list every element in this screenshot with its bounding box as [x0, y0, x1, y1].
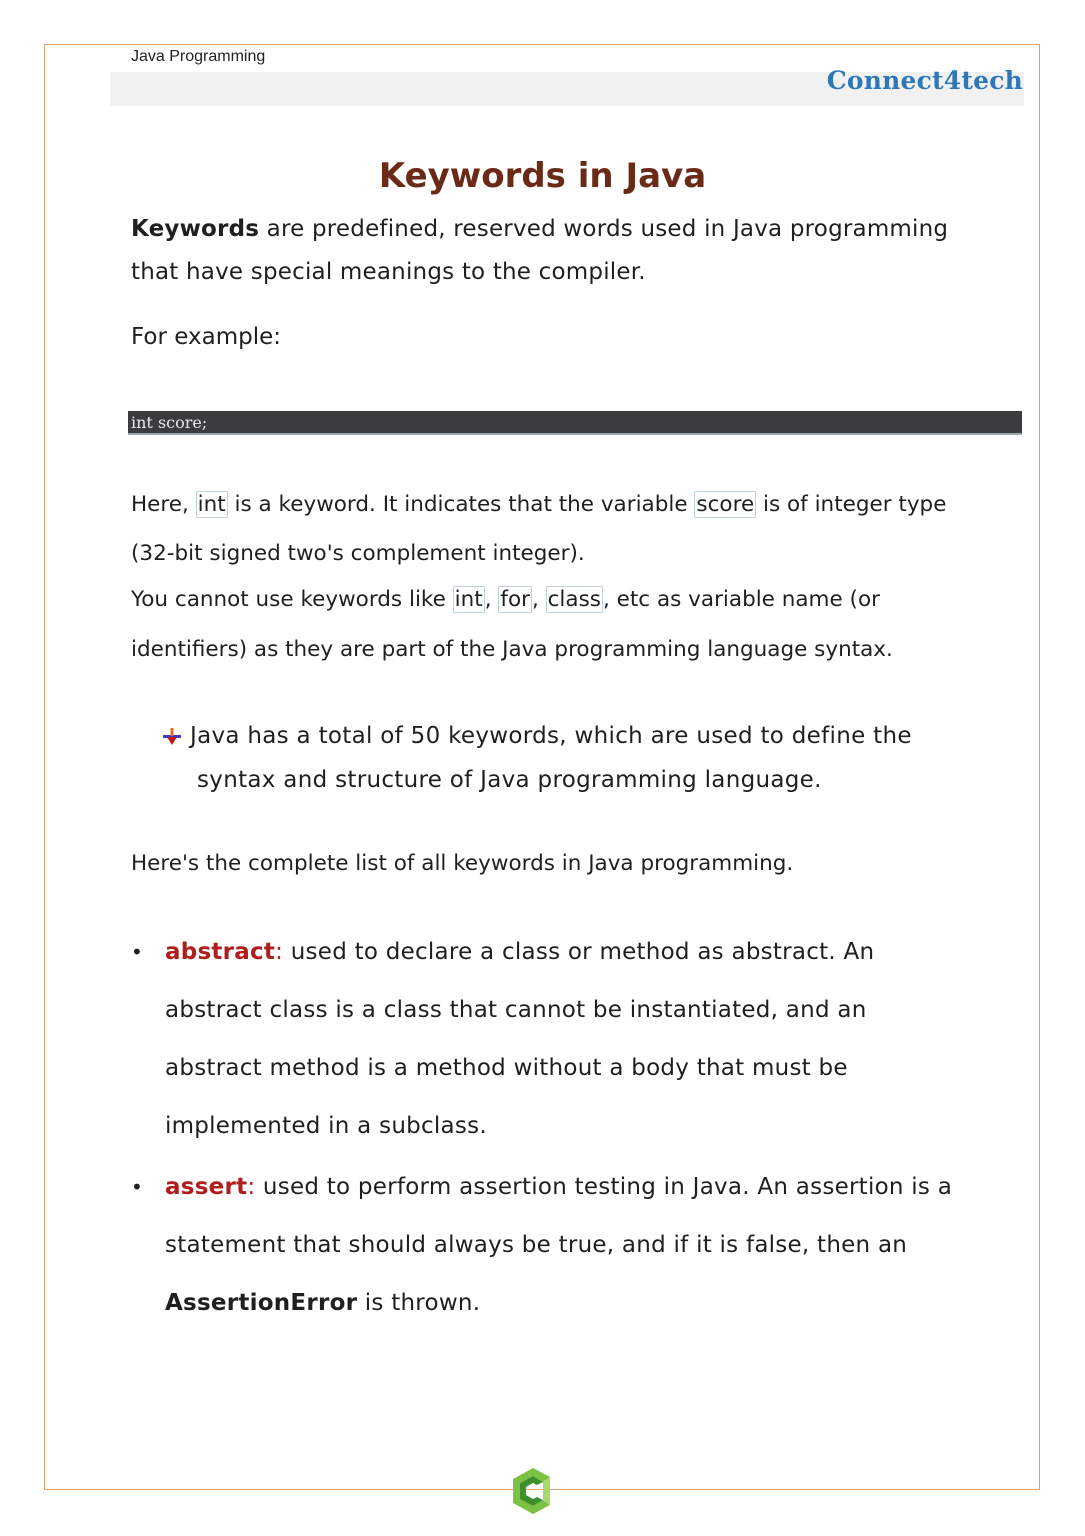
keyword-colon: : — [247, 1174, 256, 1200]
for-example-label: For example: — [131, 324, 281, 350]
explanation-text-2: is a keyword. It indicates that the variable — [227, 492, 695, 517]
keyword-count-line-1: Java has a total of 50 keywords, which are used to define the — [190, 723, 912, 749]
header-label: Java Programming — [131, 48, 266, 65]
separator-2: , — [531, 587, 546, 612]
keyword-name-assert: assert — [165, 1174, 248, 1200]
bullet-dot: • — [131, 1175, 144, 1199]
separator-1: , — [484, 587, 499, 612]
explanation-paragraph — [131, 480, 991, 578]
complete-list-intro: Here's the complete list of all keywords in Java programming. — [131, 851, 794, 876]
list-item-abstract — [131, 923, 961, 1155]
inline-keyword-int-2: int — [454, 587, 483, 612]
code-snippet: int score; — [128, 411, 1022, 435]
inline-keyword-for: for — [500, 587, 530, 612]
intro-text: are predefined, reserved words used in Java programming that have special meanings to the compiler. — [131, 216, 949, 285]
inline-keyword-score: score — [696, 492, 755, 517]
intro-bold-term: Keywords — [131, 216, 260, 242]
keyword-description-tail: is thrown. — [357, 1290, 481, 1316]
list-item-assert — [131, 1158, 961, 1332]
brand-logo-icon — [507, 1465, 559, 1517]
inline-keyword-int: int — [197, 492, 226, 517]
explanation-text-3: is of integer type (32-bit signed two's complement integer). — [131, 492, 947, 566]
keyword-name-abstract: abstract — [165, 939, 276, 965]
restriction-text-1: You cannot use keywords like — [131, 587, 453, 612]
brand-name: Connect4tech — [826, 66, 1023, 95]
keyword-description: used to declare a class or method as abstract. An abstract class is a class that cannot be instantiated, and an abstract method is a method without a body that must be implemented in a subclass. — [165, 939, 875, 1139]
keyword-description: used to perform assertion testing in Java. An assertion is a statement that should always be true, and if it is false, then an — [165, 1174, 953, 1258]
restriction-text-2: , etc as variable name (or identifiers) as they are part of the Java programming language syntax. — [131, 587, 893, 662]
explanation-text-1: Here, — [131, 492, 196, 517]
keyword-count-bullet — [164, 714, 964, 802]
page-title: Keywords in Java — [378, 156, 707, 196]
bullet-dot: • — [131, 940, 144, 964]
intro-paragraph — [131, 208, 951, 294]
restriction-paragraph — [131, 575, 991, 675]
keyword-count-line-2: syntax and structure of Java programming language. — [197, 767, 822, 793]
inline-keyword-class: class — [547, 587, 601, 612]
assertion-error-term: AssertionError — [165, 1290, 358, 1316]
arrow-bullet-icon — [162, 726, 182, 746]
keyword-colon: : — [275, 939, 284, 965]
